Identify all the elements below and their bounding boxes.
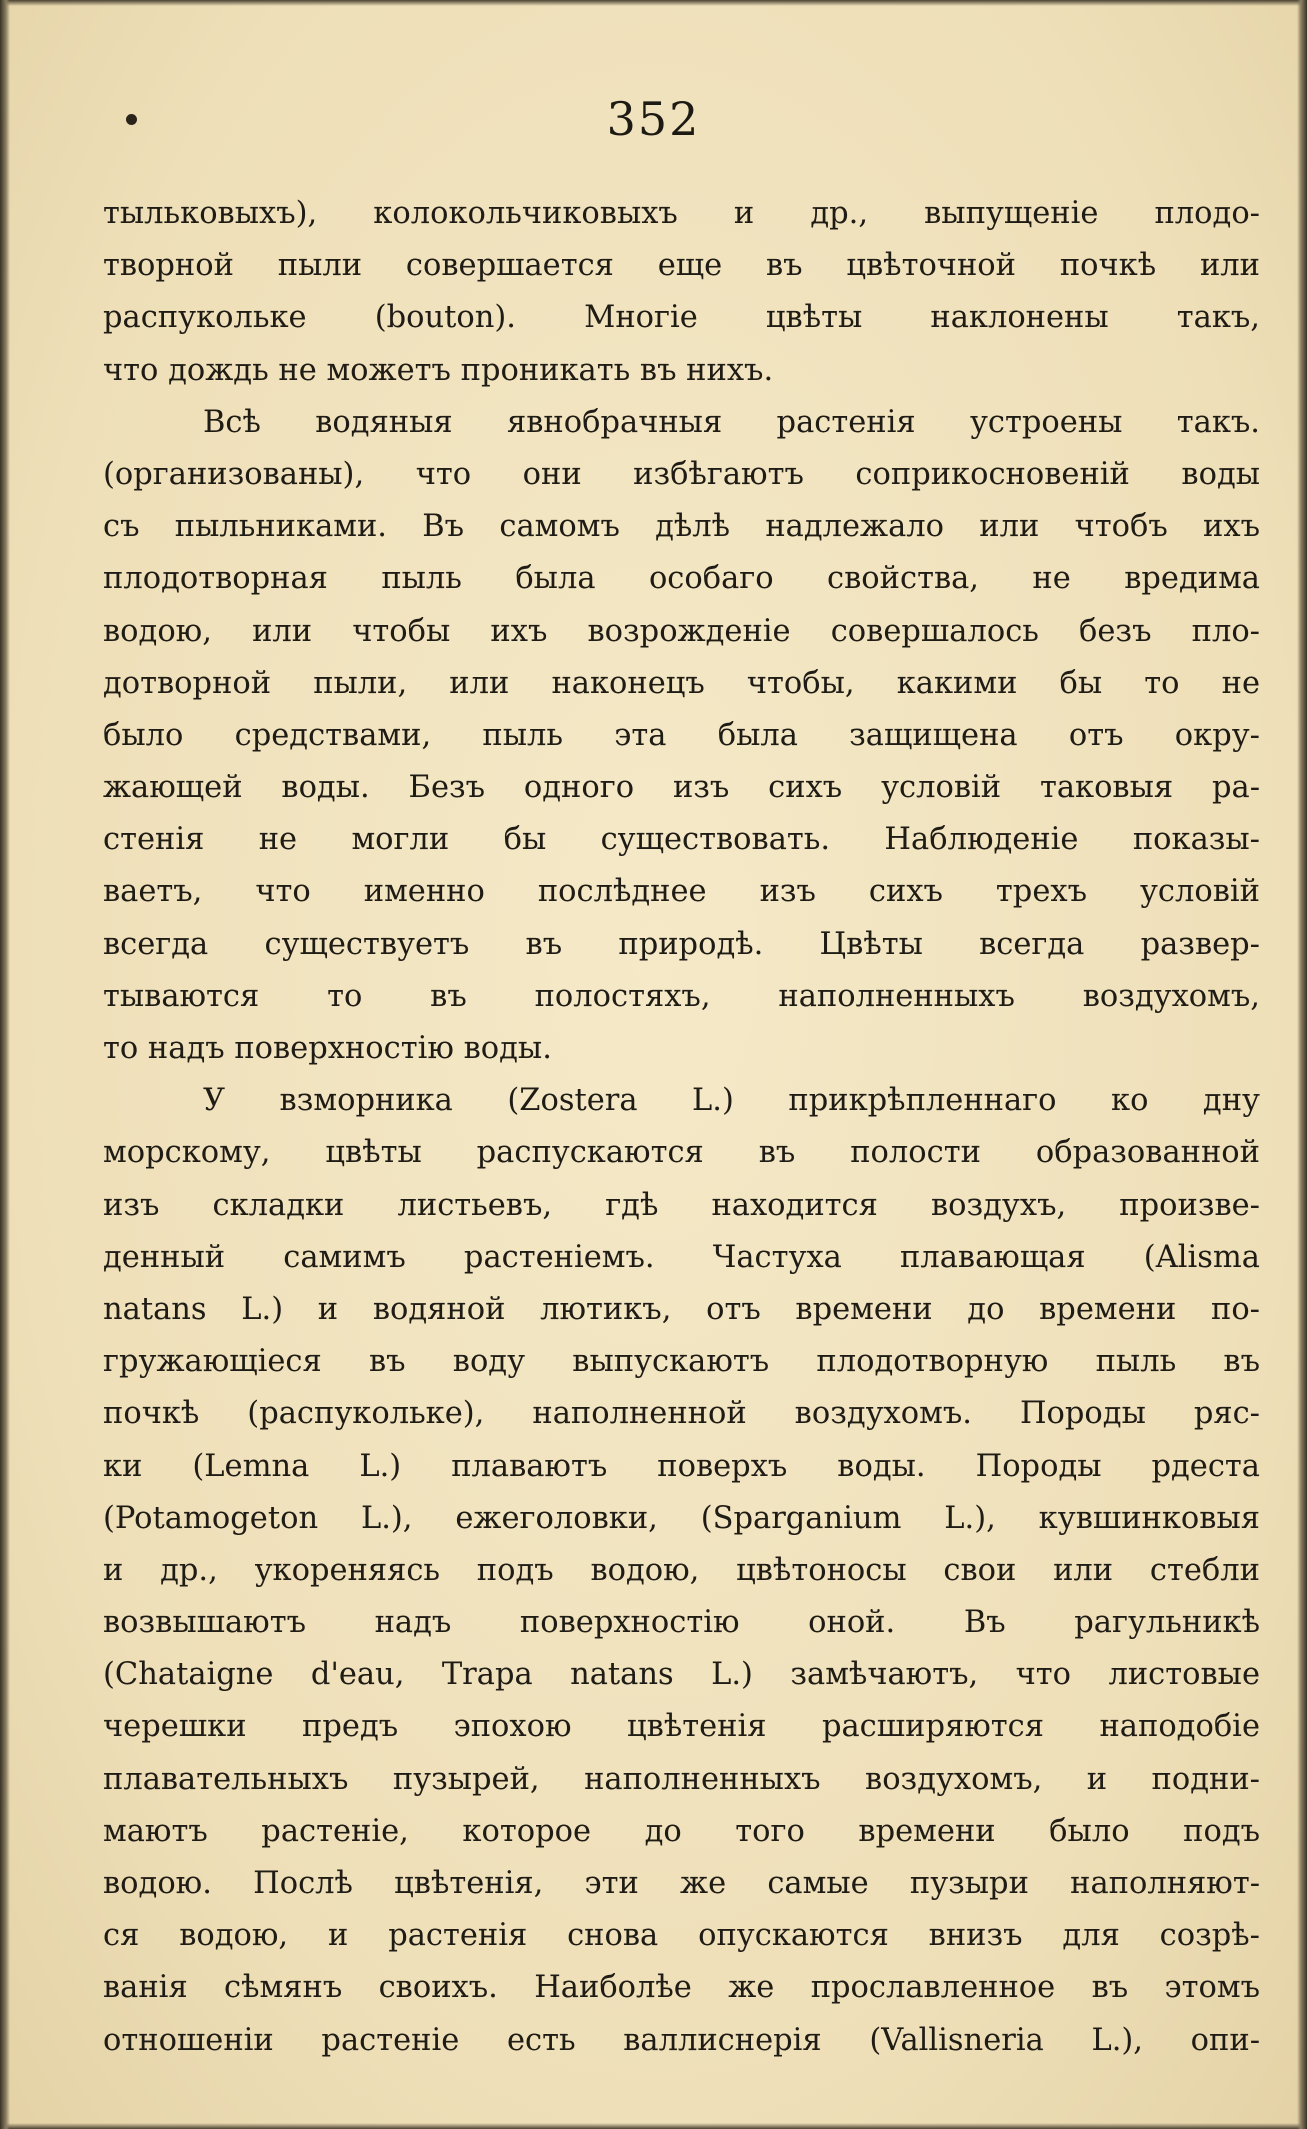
scan-border-right [1297,0,1307,2129]
text-line: жающей воды. Безъ одного изъ сихъ условiй таковыя ра- [103,770,1260,806]
text-line: было средствами, пыль эта была защищена отъ окру- [103,717,1260,753]
text-line: что дождь не можетъ проникать въ нихъ. [103,352,774,388]
text-line: распукольке (bouton). Многiе цвѣты наклонены такъ, [103,300,1260,336]
text-line: черешки предъ эпохою цвѣтенiя расширяются наподобiе [103,1709,1260,1745]
text-line: творной пыли совершается еще въ цвѣточной почкѣ или [103,248,1260,284]
text-line: всегда существуетъ въ природѣ. Цвѣты всегда развер- [103,926,1260,962]
scan-border-top [0,0,1307,6]
scan-border-bottom [0,2123,1307,2129]
text-line: возвышаютъ надъ поверхностiю оной. Въ рагульникѣ [103,1605,1260,1641]
text-line: плодотворная пыль была особаго свойства, не вредима [103,561,1260,597]
text-line: ванiя сѣмянъ своихъ. Наиболѣе же прославленное въ этомъ [103,1970,1260,2006]
text-line: маютъ растенiе, которое до того времени было подъ [103,1813,1260,1849]
text-line: У взморника (Zostera L.) прикрѣпленнаго ко дну [203,1083,1260,1119]
text-line: тыльковыхъ), колокольчиковыхъ и др., выпущенiе плодо- [103,196,1260,231]
text-line: почкѣ (распукольке), наполненной воздухомъ. Породы ряс- [103,1396,1260,1432]
page-number: 352 [606,92,701,146]
text-line: (Chataigne d'eau, Trapa natans L.) замѣчаютъ, что листовые [103,1657,1260,1693]
text-line: ваетъ, что именно послѣднее изъ сихъ трехъ условiй [103,874,1260,910]
text-line: и др., укореняясь подъ водою, цвѣтоносы свои или стебли [103,1552,1260,1588]
text-line: морскому, цвѣты распускаются въ полости образованной [103,1135,1260,1171]
text-line: Всѣ водяныя явнобрачныя растенiя устроены такъ. [203,404,1260,440]
text-line: natans L.) и водяной лютикъ, отъ времени до времени по- [103,1291,1260,1327]
text-line: денный самимъ растенiемъ. Частуха плавающая (Alisma [103,1239,1260,1275]
text-line: гружающiеся въ воду выпускаютъ плодотворную пыль въ [103,1344,1260,1380]
text-line: ся водою, и растенiя снова опускаются внизъ для созрѣ- [103,1918,1260,1954]
text-line: (организованы), что они избѣгаютъ соприкосновенiй воды [103,456,1260,492]
body-text [103,188,1260,2067]
text-line: водою. Послѣ цвѣтенiя, эти же самые пузыри наполняют- [103,1866,1260,1901]
text-line: водою, или чтобы ихъ возрожденiе совершалось безъ пло- [103,613,1260,649]
text-line: дотворной пыли, или наконецъ чтобы, какими бы то не [103,665,1260,701]
text-line: съ пыльниками. Въ самомъ дѣлѣ надлежало или чтобъ ихъ [103,509,1260,545]
text-line: то надъ поверхностiю воды. [103,1031,552,1066]
text-line: стенiя не могли бы существовать. Наблюденiе показы- [103,822,1260,858]
text-line: (Potamogeton L.), ежеголовки, (Sparganium L.), кувшинковыя [103,1500,1260,1536]
text-line: тываются то въ полостяхъ, наполненныхъ воздухомъ, [103,978,1260,1014]
text-line: ки (Lemna L.) плаваютъ поверхъ воды. Породы рдеста [103,1448,1260,1484]
text-line: плавательныхъ пузырей, наполненныхъ воздухомъ, и подни- [103,1761,1260,1797]
scan-border-left [0,0,10,2129]
text-line: отношенiи растенiе есть валлиснерiя (Vallisneria L.), опи- [103,2022,1260,2058]
text-line: изъ складки листьевъ, гдѣ находится воздухъ, произве- [103,1187,1260,1223]
